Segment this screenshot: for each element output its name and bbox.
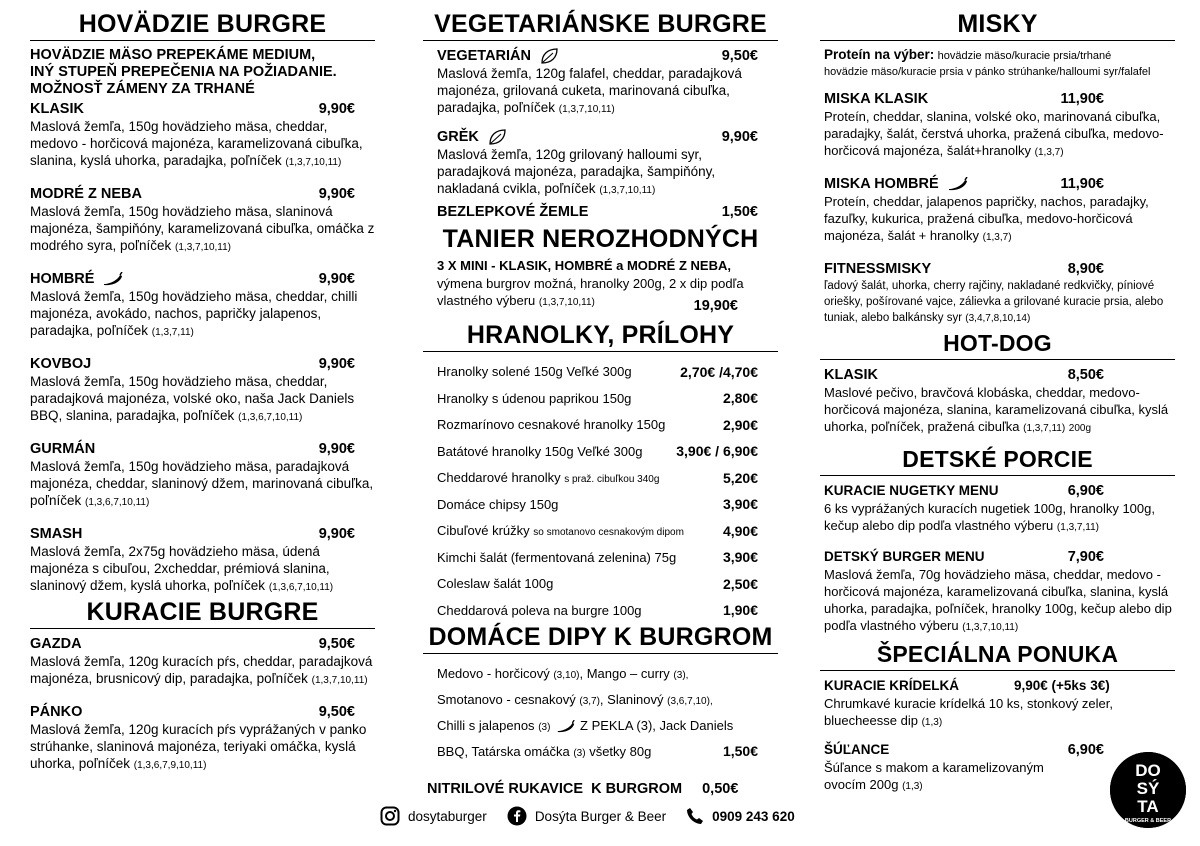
item-name: KURACIE KRÍDELKÁ <box>824 678 959 693</box>
menu-item-kovboj <box>30 355 375 426</box>
column-vegetarian <box>423 10 778 798</box>
item-price: 8,90€ <box>1067 261 1104 277</box>
item-price: 9,90€ <box>318 101 355 117</box>
item-name: KLASIK <box>30 101 84 117</box>
allergens: (3,7) <box>579 695 600 707</box>
dips-list <box>423 660 778 764</box>
item-name: MISKA KLASIK <box>824 91 929 107</box>
allergens: (1,3,7,10,11) <box>962 622 1019 633</box>
intro-line: INÝ STUPEŇ PREPEČENIA NA POŽIADANIE. <box>30 64 337 80</box>
intro-line: MOŽNOSŤ ZÁMENY ZA TRHANÉ <box>30 81 255 97</box>
item-name: ŠÚĽANCE <box>824 742 890 757</box>
item-price: 7,90€ <box>1067 549 1104 565</box>
menu-item-smash <box>30 525 375 596</box>
item-desc: Maslová žemľa, 150g hovädzieho mäsa, slaninová majonéza, šampiňóny, karamelizovaná cibuľka, omáčka z modrého syra, poľníček <box>30 204 375 253</box>
item-name: FITNESSMISKY <box>824 261 932 277</box>
dip-name: Chilli s jalapenos <box>437 717 535 733</box>
leaf-icon <box>487 128 507 146</box>
item-price: 9,90€ <box>318 186 355 202</box>
item-price: 1,50€ <box>721 204 758 221</box>
side-row <box>437 438 778 465</box>
dip-name: (3), Jack Daniels <box>636 717 734 733</box>
item-name: HOMBRÉ <box>30 271 95 287</box>
item-name: NITRILOVÉ RUKAVICE K BURGROM <box>427 781 683 798</box>
allergens: (1,3) <box>921 717 943 728</box>
item-desc: Šúľance s makom a karamelizovaným ovocím 200g <box>824 760 1044 792</box>
logo-text: DO <box>1135 761 1161 780</box>
allergens: (1,3,7,10,11) <box>311 675 368 686</box>
menu-item-panko <box>30 703 375 774</box>
section-title-hotdog: HOT-DOG <box>820 329 1175 360</box>
item-name: SMASH <box>30 526 83 542</box>
dip-row <box>437 738 778 764</box>
instagram-handle: dosytaburger <box>408 808 487 824</box>
intro-line: HOVÄDZIE MÄSO PREPEKÁME MEDIUM, <box>30 47 316 63</box>
sides-list <box>423 358 778 623</box>
menu-item-gurman <box>30 440 375 511</box>
phone-number: 0909 243 620 <box>712 808 795 824</box>
side-name: Cheddarová poleva na burgre 100g <box>437 602 642 618</box>
item-desc: výmena burgrov možná, hranolky 200g, 2 x dip podľa vlastného výberu <box>437 276 744 309</box>
item-price: 0,50€ <box>702 781 739 798</box>
side-row <box>437 411 778 438</box>
menu-item-klasik <box>30 100 375 171</box>
side-price: 5,20€ <box>722 469 758 486</box>
item-desc: Maslová žemľa, 70g hovädzieho mäsa, cheddar, medovo - horčicová majonéza, karamelizovaná cibuľka, slanina, kyslá uhorka, paradajka, poľníček, hranolky 100g, kečup alebo dip podľa vlastného výberu <box>824 567 1172 633</box>
item-name: GURMÁN <box>30 441 96 457</box>
allergens: (3,10) <box>553 669 580 681</box>
column-beef <box>30 10 375 774</box>
dip-price: 1,50€ <box>722 743 758 760</box>
allergens: (1,3,7,10,11) <box>558 104 615 116</box>
footer-instagram[interactable] <box>380 806 487 826</box>
allergens: (1,3,7) <box>982 232 1012 243</box>
menu-item-gloves <box>423 780 778 798</box>
menu-item-modre-z-neba <box>30 185 375 256</box>
allergens: (3) <box>538 721 551 733</box>
logo-mark <box>1110 752 1186 828</box>
footer <box>380 806 810 826</box>
item-desc: Maslová žemľa, 120g kuracích pŕs vyprážaných v panko strúhanke, slaninová majonéza, teriyaki omáčka, kyslá uhorka, poľníček <box>30 722 367 771</box>
chili-icon <box>947 177 969 191</box>
facebook-icon <box>507 806 527 826</box>
side-name: Batátové hranolky 150g Veľké 300g <box>437 443 643 459</box>
item-name: VEGETARIÁN <box>437 48 531 64</box>
menu-item-wings <box>820 677 1175 731</box>
item-price: 11,90€ <box>1060 91 1104 107</box>
item-name: BEZLEPKOVÉ ŽEMLE <box>437 204 589 221</box>
item-desc: Maslová žemľa, 150g hovädzieho mäsa, cheddar, medovo - horčicová majonéza, karamelizovaná cibuľka, slanina, kyslá uhorka, paradajka, poľníček <box>30 119 363 168</box>
side-row <box>437 491 778 518</box>
menu-item-hotdog-klasik <box>820 366 1175 437</box>
side-price: 3,90€ <box>722 549 758 566</box>
item-price: 9,90€ <box>318 526 355 542</box>
item-name: 3 X MINI - KLASIK, HOMBRÉ a MODRÉ Z NEBA, <box>437 258 731 274</box>
allergens: (3,4,7,8,10,14) <box>965 313 1031 324</box>
side-name: Hranolky s údenou paprikou 150g <box>437 390 632 406</box>
item-price: 9,90€ <box>721 129 758 146</box>
menu-item-kids-nuggets <box>820 482 1175 536</box>
logo-text: SÝ <box>1136 779 1160 798</box>
protein-label: Proteín na výber: <box>824 47 935 62</box>
allergens: (1,3,7,10,11) <box>175 242 231 253</box>
allergens: (1,3,7,11) <box>1056 522 1099 533</box>
column-bowls <box>820 10 1175 795</box>
dip-row <box>437 712 778 738</box>
menu-item-gazda <box>30 635 375 689</box>
side-name: Rozmarínovo cesnakové hranolky 150g <box>437 417 666 433</box>
allergens: (1,3,7,10,11) <box>538 297 595 309</box>
footer-phone[interactable] <box>686 807 795 825</box>
item-desc: Proteín, cheddar, slanina, volské oko, marinovaná cibuľka, paradajky, šalát, čerstvá uhorka, pražená cibuľka, medovo-horčicová majonéza, šalát+hranolky <box>824 109 1164 158</box>
side-row <box>437 385 778 412</box>
weight: 200g <box>1068 423 1092 434</box>
section-title-plate: TANIER NEROZHODNÝCH <box>442 225 759 254</box>
allergens: (1,3,7,11) <box>1023 423 1066 434</box>
beef-intro <box>30 47 375 98</box>
dip-name: , Slaninový <box>599 691 664 707</box>
side-row <box>437 597 778 624</box>
side-name: Domáce chipsy 150g <box>437 496 559 512</box>
side-note: so smotanovo cesnakovým dipom <box>533 527 684 539</box>
protein-text: hovädzie mäso/kuracie prsia v pánko strúhanke/halloumi syr/falafel <box>824 66 1151 78</box>
instagram-icon <box>380 806 400 826</box>
leaf-icon <box>539 47 559 65</box>
chili-icon <box>102 272 124 286</box>
allergens: (1,3,6,7,10,11) <box>84 497 150 508</box>
side-name: Coleslaw šalát 100g <box>437 576 554 592</box>
item-name: KURACIE NUGETKY MENU <box>824 483 999 498</box>
item-price: 11,90€ <box>1060 176 1104 192</box>
item-desc: Maslová žemľa, 120g kuracích pŕs, cheddar, paradajková majonéza, brusnicový dip, paradajka, poľníček <box>30 654 373 686</box>
side-price: 3,90€ / 6,90€ <box>676 443 758 460</box>
side-price: 2,80€ <box>722 390 758 407</box>
item-desc: Maslová žemľa, 2x75g hovädzieho mäsa, údená majonéza s cibuľou, 2xcheddar, prémiová slanina, slaninový džem, kyslá uhorka, poľníček <box>30 544 330 593</box>
side-row <box>437 544 778 571</box>
dip-name: Z PEKLA <box>576 717 633 733</box>
dip-name: BBQ, Tatárska omáčka <box>437 743 570 759</box>
chili-icon <box>556 720 576 733</box>
item-desc: Proteín, cheddar, jalapenos papričky, nachos, paradajky, fazuľky, kukurica, pražená cibuľka, medovo-horčicová majonéza, šalát + hranolky <box>824 194 1149 243</box>
item-price: 9,90€ (+5ks 3€) <box>1014 678 1110 693</box>
item-price: 19,90€ <box>693 298 738 315</box>
dip-name: , Mango – curry <box>579 665 670 681</box>
dip-name: Medovo - horčicový <box>437 665 550 681</box>
menu-item-vegetarian <box>423 47 778 118</box>
dip-name: Smotanovo - cesnakový <box>437 691 576 707</box>
item-desc: Maslové pečivo, bravčová klobáska, cheddar, medovo-horčicová majonéza, slanina, karamelizovaná cibuľka, kyslá uhorka, poľníček, pražená cibuľka <box>824 385 1169 434</box>
allergens: (3,6,7,10), <box>667 695 713 707</box>
allergens: (1,3,6,7,10,11) <box>268 582 334 593</box>
item-name: GAZDA <box>30 636 82 652</box>
menu-item-kids-burger <box>820 548 1175 636</box>
side-name: Cheddarové hranolky <box>437 470 561 486</box>
item-price: 9,90€ <box>318 356 355 372</box>
allergens: (1,3,6,7,10,11) <box>238 412 303 423</box>
dip-row <box>437 686 778 712</box>
facebook-name: Dosýta Burger & Beer <box>534 808 667 824</box>
item-price: 6,90€ <box>1067 483 1104 499</box>
section-title-vegetarian: VEGETARIÁNSKE BURGRE <box>423 10 778 41</box>
item-name: DETSKÝ BURGER MENU <box>824 549 985 564</box>
item-desc: Maslová žemľa, 150g hovädzieho mäsa, paradajková majonéza, cheddar, slaninový džem, marinovaná cibuľka, poľníček <box>30 459 374 508</box>
allergens: (1,3,7) <box>1034 147 1064 158</box>
section-title-chicken: KURACIE BURGRE <box>30 598 375 629</box>
section-title-kids: DETSKÉ PORCIE <box>820 445 1175 476</box>
menu-item-hombre <box>30 270 375 341</box>
item-desc: Maslová žemľa, 150g hovädzieho mäsa, cheddar, chilli majonéza, avokádo, nachos, papričky jalapenos, paradajka, poľníček <box>30 289 358 338</box>
brand-logo <box>1110 752 1186 828</box>
item-price: 6,90€ <box>1067 742 1104 758</box>
menu-item-gluten-free-bun <box>423 203 778 221</box>
item-price: 9,90€ <box>318 271 355 287</box>
side-price: 2,90€ <box>722 416 758 433</box>
item-name: PÁNKO <box>30 704 83 720</box>
side-name: Cibuľové krúžky <box>437 523 530 539</box>
allergens: (1,3,7,10,11) <box>285 157 342 168</box>
item-desc: Maslová žemľa, 120g grilovaný halloumi syr, paradajková majonéza, paradajka, šampiňóny, nakladaná cvikla, poľníček <box>437 147 716 197</box>
allergens: (1,3) <box>902 781 923 792</box>
section-title-special: ŠPECIÁLNA PONUKA <box>820 640 1175 671</box>
footer-facebook[interactable] <box>507 806 666 826</box>
menu-item-fitnessmisky <box>820 260 1175 327</box>
side-note: s praž. cibuľkou 340g <box>564 474 660 486</box>
logo-subtext: BURGER & BEER <box>1124 818 1172 824</box>
side-price: 2,50€ <box>722 575 758 592</box>
item-desc: ľadový šalát, uhorka, cherry rajčiny, nakladané redkvičky, píniové oriešky, pošírované vajce, zálievka a grilované kuracie prsia, alebo tuniak, alebo balkánsky syr <box>824 280 1164 324</box>
side-name: Kimchi šalát (fermentovaná zelenina) 75g <box>437 549 677 565</box>
item-price: 9,50€ <box>318 704 355 720</box>
item-name: KOVBOJ <box>30 356 92 372</box>
menu-item-grek <box>423 128 778 199</box>
dip-row <box>437 660 778 686</box>
side-row <box>437 570 778 597</box>
side-price: 1,90€ <box>722 602 758 619</box>
side-row <box>437 517 778 544</box>
side-row <box>437 358 778 385</box>
item-name: MISKA HOMBRÉ <box>824 176 939 192</box>
section-title-sides: HRANOLKY, PRÍLOHY <box>423 321 778 352</box>
item-desc: Maslová žemľa, 150g hovädzieho mäsa, cheddar, paradajková majonéza, volské oko, naša Jack Daniels BBQ, slanina, paradajka, poľníček <box>30 374 355 423</box>
item-desc: Chrumkavé kuracie krídelká 10 ks, stonkový zeler, bluecheesse dip <box>824 696 1114 728</box>
item-name: KLASIK <box>824 367 878 383</box>
menu-item-miska-klasik <box>820 90 1175 161</box>
side-price: 4,90€ <box>722 522 758 539</box>
allergens: (1,3,7,10,11) <box>599 185 656 197</box>
item-desc: Maslová žemľa, 120g falafel, cheddar, paradajková majonéza, grilovaná cuketa, marinovaná cibuľka, paradajka, poľníček <box>437 66 742 116</box>
item-price: 9,50€ <box>721 48 758 65</box>
allergens: (3) <box>573 747 586 759</box>
item-price: 8,50€ <box>1067 367 1104 383</box>
dip-name: všetky 80g <box>585 743 652 759</box>
allergens: (1,3,7,11) <box>151 327 194 338</box>
item-desc: 6 ks vyprážaných kuracích nugetiek 100g, hranolky 100g, kečup alebo dip podľa vlastného výberu <box>824 501 1155 533</box>
section-title-beef: HOVÄDZIE BURGRE <box>30 10 375 41</box>
allergens: (1,3,6,7,9,10,11) <box>133 760 207 771</box>
phone-icon <box>686 807 704 825</box>
item-name: MODRÉ Z NEBA <box>30 186 142 202</box>
side-name: Hranolky solené 150g Veľké 300g <box>437 364 632 380</box>
menu-item-miska-hombre <box>820 175 1175 246</box>
section-title-dips: DOMÁCE DIPY K BURGROM <box>423 623 778 654</box>
menu-item-plate <box>423 257 778 315</box>
side-row <box>437 464 778 491</box>
section-title-bowls: MISKY <box>820 10 1175 41</box>
protein-choice <box>820 47 1175 80</box>
logo-text: TA <box>1137 797 1159 816</box>
item-price: 9,50€ <box>318 636 355 652</box>
item-name: GRĚK <box>437 129 479 146</box>
side-price: 3,90€ <box>722 496 758 513</box>
side-price: 2,70€ /4,70€ <box>680 363 758 380</box>
item-price: 9,90€ <box>318 441 355 457</box>
allergens: (3), <box>673 669 689 681</box>
protein-text: hovädzie mäso/kuracie prsia/trhané <box>937 50 1112 62</box>
